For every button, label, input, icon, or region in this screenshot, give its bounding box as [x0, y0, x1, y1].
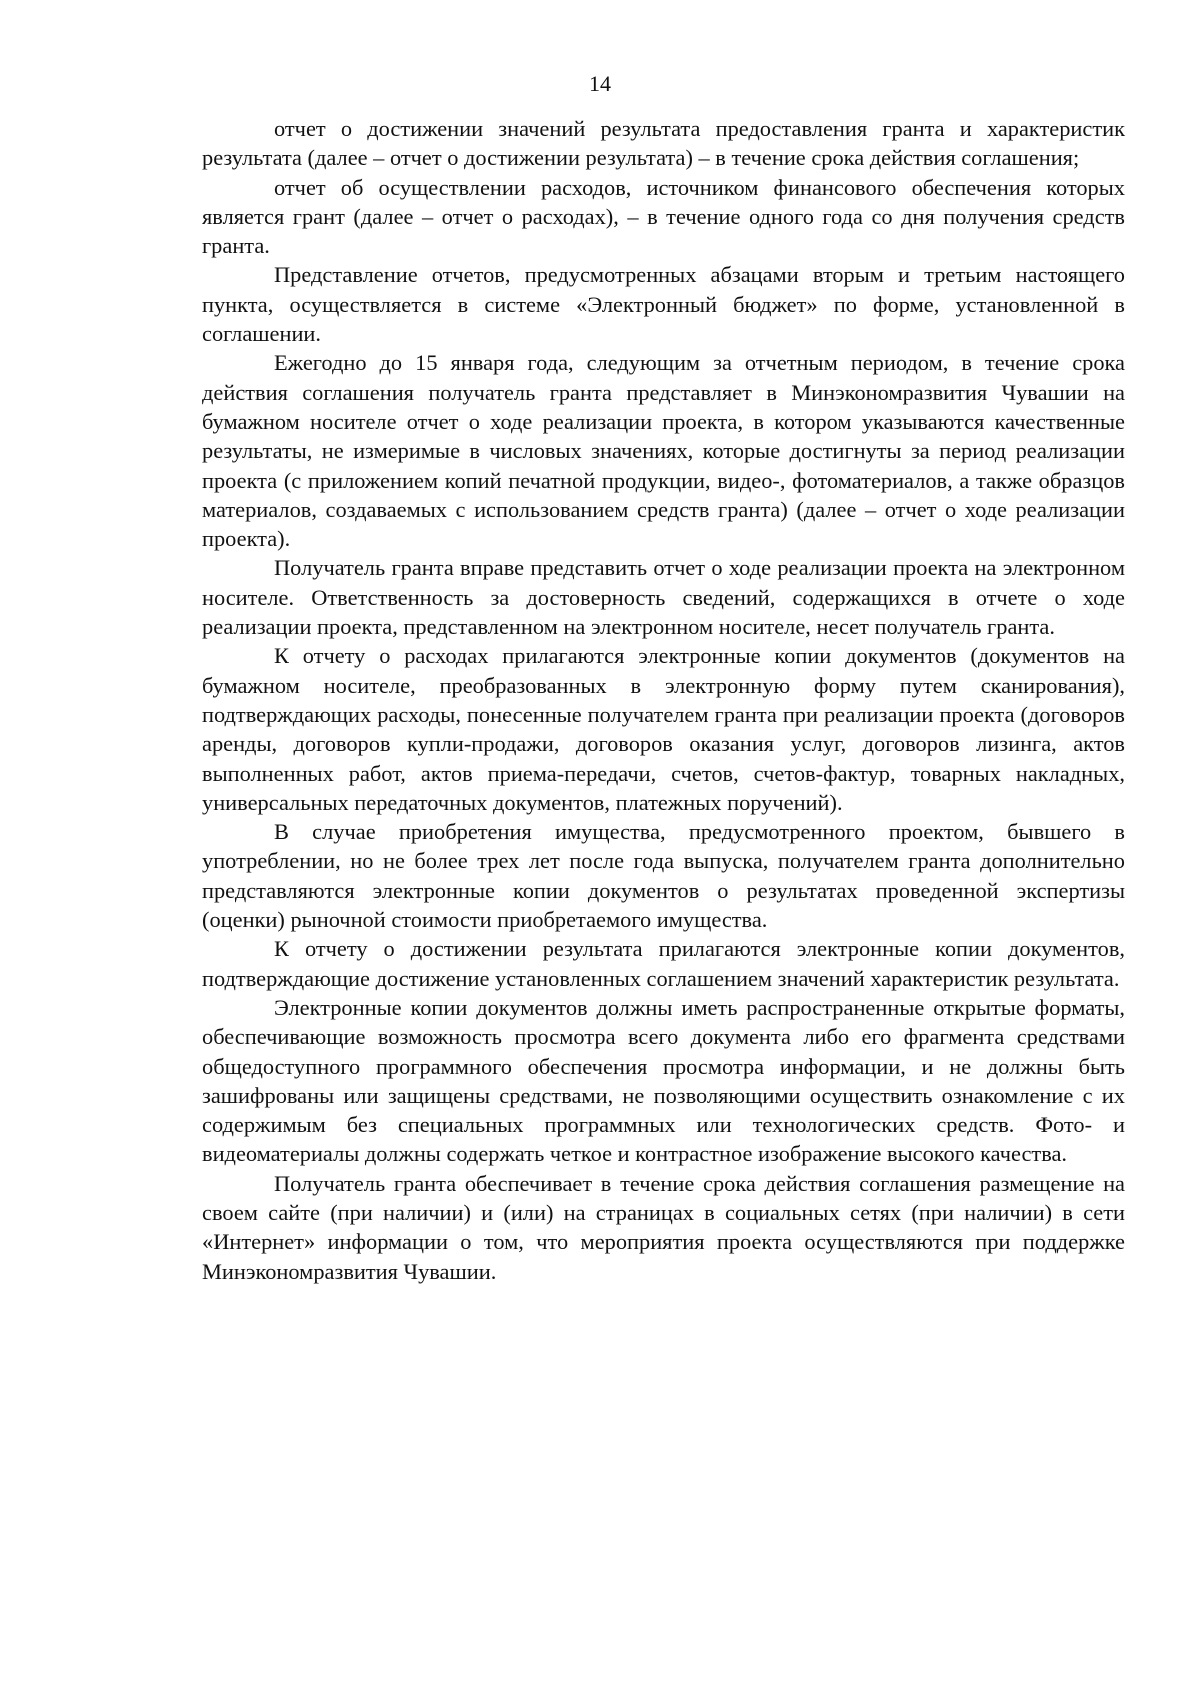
paragraph-9: Электронные копии документов должны иметь распространенные открытые форматы, обеспечивающие возможность просмотра всего документа либо его фрагмента средствами общедоступного программного обеспечения просмотра информации, и не должны быть зашифрованы или защищены средствами, не позволяющими осуществить ознакомление с их содержимым без специальных программных или технологических средств. Фото- и видеоматериалы должны содержать четкое и контрастное изображение высокого качества. — [202, 994, 1125, 1167]
paragraph-10: Получатель гранта обеспечивает в течение срока действия соглашения размещение на своем сайте (при наличии) и (или) на страницах в социальных сетях (при наличии) в сети «Интернет» информации о том, что мероприятия проекта осуществляются при поддержке Минэкономразвития Чувашии. — [202, 1170, 1125, 1284]
paragraph-2: отчет об осуществлении расходов, источником финансового обеспечения которых является грант (далее – отчет о расходах), – в течение одного года со дня получения средств гранта. — [202, 174, 1125, 259]
paragraph-7: В случае приобретения имущества, предусмотренного проектом, бывшего в употреблении, но не более трех лет после года выпуска, получателем гранта дополнительно представляются электронные копии документов о результатах проведенной экспертизы (оценки) рыночной стоимости приобретаемого имущества. — [202, 819, 1125, 933]
document-body — [202, 114, 1125, 1286]
paragraph-6: К отчету о расходах прилагаются электронные копии документов (документов на бумажном носителе, преобразованных в электронную форму путем сканирования), подтверждающих расходы, понесенные получателем гранта при реализации проекта (договоров аренды, договоров купли-продажи, договоров оказания услуг, договоров лизинга, актов выполненных работ, актов приема-передачи, счетов, счетов-фактур, товарных накладных, универсальных передаточных документов, платежных поручений). — [202, 643, 1125, 815]
paragraph-1: отчет о достижении значений результата предоставления гранта и характеристик результата (далее – отчет о достижении результата) – в течение срока действия соглашения; — [202, 116, 1125, 171]
paragraph-4: Ежегодно до 15 января года, следующим за отчетным периодом, в течение срока действия соглашения получатель гранта представляет в Минэкономразвития Чувашии на бумажном носителе отчет о ходе реализации проекта, в котором указываются качественные результаты, не измеримые в числовых значениях, которые достигнуты за период реализации проекта (с приложением копий печатной продукции, видео-, фотоматериалов, а также образцов материалов, создаваемых с использованием средств гранта) (далее – отчет о ходе реализации проекта). — [202, 350, 1125, 552]
paragraph-5: Получатель гранта вправе представить отчет о ходе реализации проекта на электронном носителе. Ответственность за достоверность сведений, содержащихся в отчете о ходе реализации проекта, представленном на электронном носителе, несет получатель гранта. — [202, 555, 1125, 640]
page-number: 14 — [589, 71, 611, 96]
paragraph-8: К отчету о достижении результата прилагаются электронные копии документов, подтверждающие достижение установленных соглашением значений характеристик результата. — [202, 936, 1125, 991]
paragraph-3: Представление отчетов, предусмотренных абзацами вторым и третьим настоящего пункта, осуществляется в системе «Электронный бюджет» по форме, установленной в соглашении. — [202, 262, 1125, 347]
